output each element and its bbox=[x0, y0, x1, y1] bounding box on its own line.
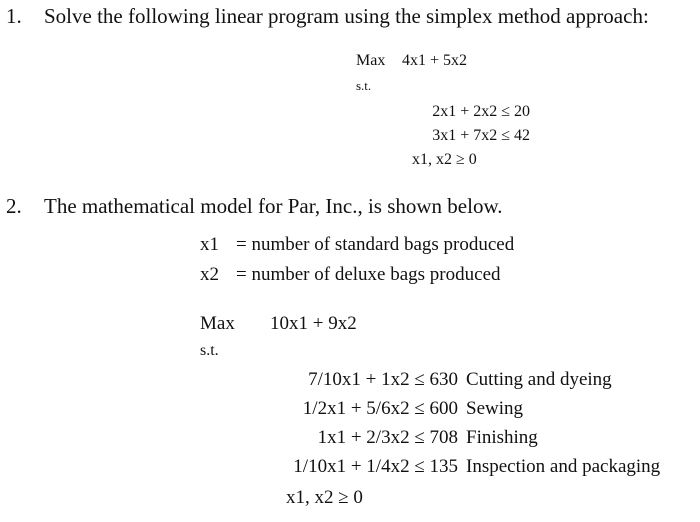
question-1-text: Solve the following linear program using the simplex method approach: bbox=[44, 4, 649, 28]
definition-x2-desc: = number of deluxe bags produced bbox=[236, 264, 501, 285]
q2-st-label: s.t. bbox=[200, 342, 219, 359]
q2-constraint-1: 7/10x1 + 1x2 ≤ 630 bbox=[308, 369, 458, 390]
q1-objective: 4x1 + 5x2 bbox=[402, 52, 468, 69]
q1-nonnegativity: x1, x2 ≥ 0 bbox=[412, 151, 477, 168]
q2-constraint-2: 1/2x1 + 5/6x2 ≤ 600 bbox=[302, 398, 458, 419]
q2-constraint-3: 1x1 + 2/3x2 ≤ 708 bbox=[317, 427, 458, 448]
q2-constraint-2-label: Sewing bbox=[466, 398, 523, 419]
q2-constraint-4-label: Inspection and packaging bbox=[466, 456, 661, 477]
q1-constraint-1: 2x1 + 2x2 ≤ 20 bbox=[432, 103, 530, 120]
definition-x1-var: x1 bbox=[200, 234, 219, 255]
q2-nonnegativity: x1, x2 ≥ 0 bbox=[286, 487, 363, 508]
q2-objective-label: Max bbox=[200, 313, 235, 334]
question-2-number: 2. bbox=[6, 194, 22, 218]
question-1-number: 1. bbox=[6, 4, 22, 28]
q2-constraint-4: 1/10x1 + 1/4x2 ≤ 135 bbox=[293, 456, 458, 477]
q2-objective: 10x1 + 9x2 bbox=[270, 313, 357, 334]
definition-x2-var: x2 bbox=[200, 264, 219, 285]
q1-st-label: s.t. bbox=[356, 78, 372, 93]
question-2-text: The mathematical model for Par, Inc., is shown below. bbox=[44, 194, 503, 218]
q2-constraint-3-label: Finishing bbox=[466, 427, 538, 448]
q1-objective-label: Max bbox=[356, 52, 386, 69]
q2-constraint-1-label: Cutting and dyeing bbox=[466, 369, 612, 390]
definition-x1-desc: = number of standard bags produced bbox=[236, 234, 515, 255]
q1-constraint-2: 3x1 + 7x2 ≤ 42 bbox=[432, 127, 530, 144]
